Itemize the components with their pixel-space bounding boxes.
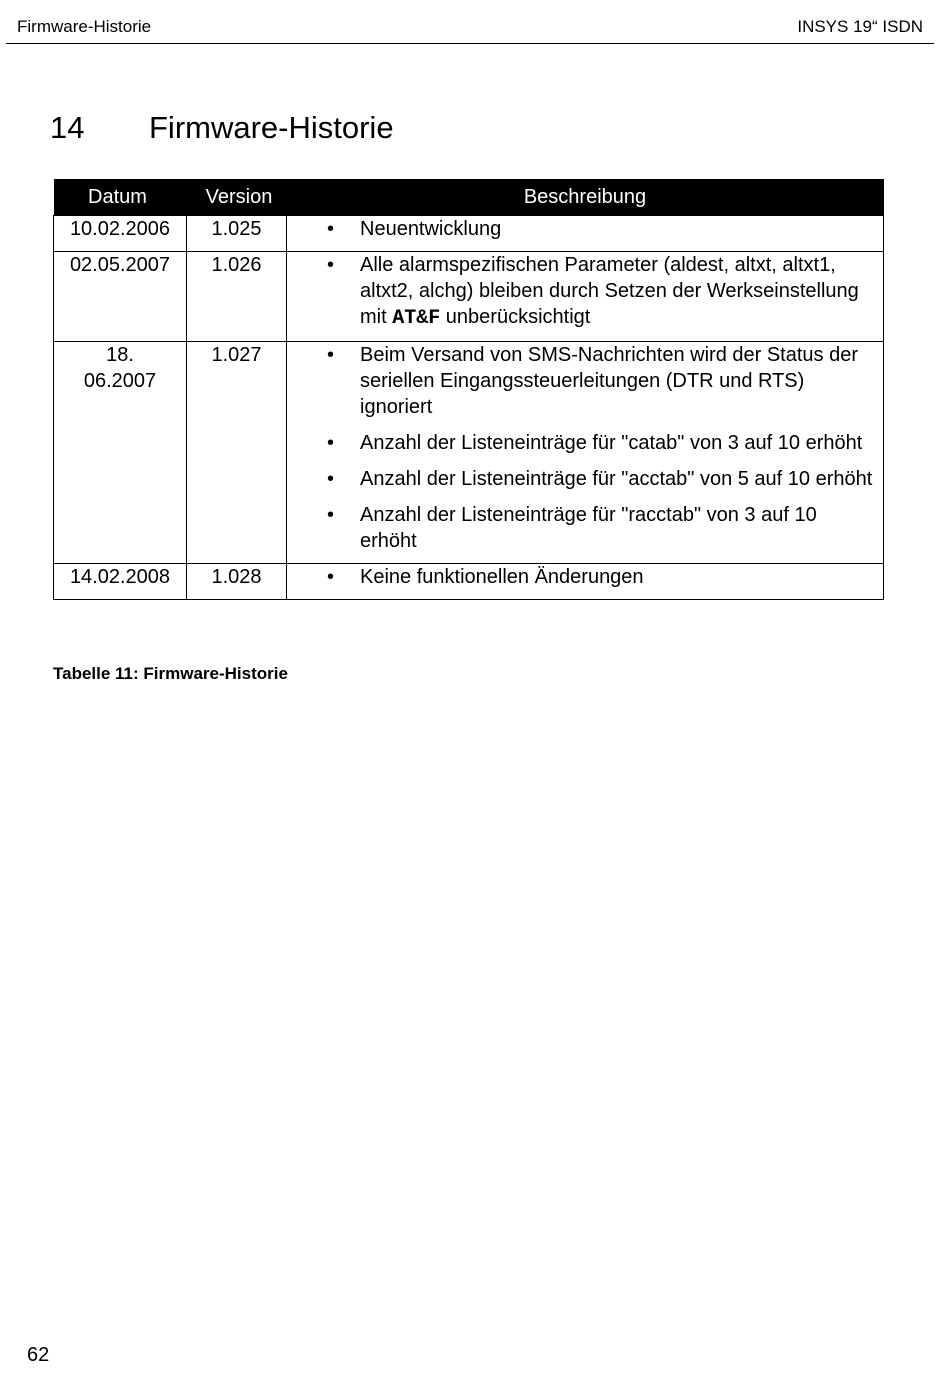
bullet-icon: • <box>327 344 335 366</box>
row-description <box>287 216 884 252</box>
change-item <box>307 216 875 242</box>
row-description <box>287 564 884 600</box>
table-caption: Tabelle 11: Firmware-Historie <box>53 664 288 683</box>
bullet-icon: • <box>327 504 335 526</box>
change-text: Neuentwicklung <box>360 218 502 240</box>
bullet-icon: • <box>327 566 335 588</box>
column-header-version: Version <box>187 179 287 216</box>
page-number: 62 <box>27 1344 50 1366</box>
chapter-number: 14 <box>50 110 85 145</box>
change-item <box>307 252 875 332</box>
bullet-icon: • <box>327 468 335 490</box>
bullet-icon: • <box>327 254 335 276</box>
firmware-history-table <box>53 179 884 600</box>
table-row <box>54 252 884 342</box>
row-date: 02.05.2007 <box>54 252 187 342</box>
change-item <box>307 502 875 554</box>
row-date-part: 06.2007 <box>83 370 157 392</box>
change-text: Anzahl der Listeneinträge für "acctab" von 5 auf 10 erhöht <box>360 468 873 490</box>
row-description <box>287 252 884 342</box>
row-version: 1.025 <box>187 216 287 252</box>
row-version: 1.028 <box>187 564 287 600</box>
row-date <box>54 342 187 564</box>
change-item <box>307 430 875 456</box>
running-header-product: INSYS 19“ ISDN <box>797 17 923 36</box>
row-date: 10.02.2006 <box>54 216 187 252</box>
change-text: Keine funktionellen Änderungen <box>360 566 644 588</box>
header-divider <box>6 43 934 44</box>
chapter-title: Firmware-Historie <box>149 110 394 145</box>
command-code: AT&F <box>392 307 441 330</box>
change-text-end: unberücksichtigt <box>440 306 591 328</box>
change-item <box>307 466 875 492</box>
table-header-row <box>54 179 884 216</box>
change-text: Anzahl der Listeneinträge für "catab" von 3 auf 10 erhöht <box>360 432 863 454</box>
row-version: 1.026 <box>187 252 287 342</box>
row-version: 1.027 <box>187 342 287 564</box>
change-text-start: Alle alarmspezifischen Parameter (aldest, altxt, altxt1, altxt2, alchg) bleiben durch Setzen der Werkseinstellung mit <box>360 254 859 328</box>
change-text: Beim Versand von SMS-Nachrichten wird der Status der seriellen Eingangssteuerleitungen (DTR und RTS) ignoriert <box>360 344 858 418</box>
row-description <box>287 342 884 564</box>
change-item <box>307 564 875 590</box>
column-header-date: Datum <box>54 179 187 216</box>
bullet-icon: • <box>327 218 335 240</box>
change-item <box>307 342 875 420</box>
table-row <box>54 342 884 564</box>
running-header-title: Firmware-Historie <box>17 17 152 36</box>
table-row <box>54 564 884 600</box>
change-text: Anzahl der Listeneinträge für "racctab" von 3 auf 10 erhöht <box>360 504 817 552</box>
table-row <box>54 216 884 252</box>
row-date: 14.02.2008 <box>54 564 187 600</box>
column-header-description: Beschreibung <box>287 179 884 216</box>
row-date-part: 18. <box>106 344 134 366</box>
bullet-icon: • <box>327 432 335 454</box>
